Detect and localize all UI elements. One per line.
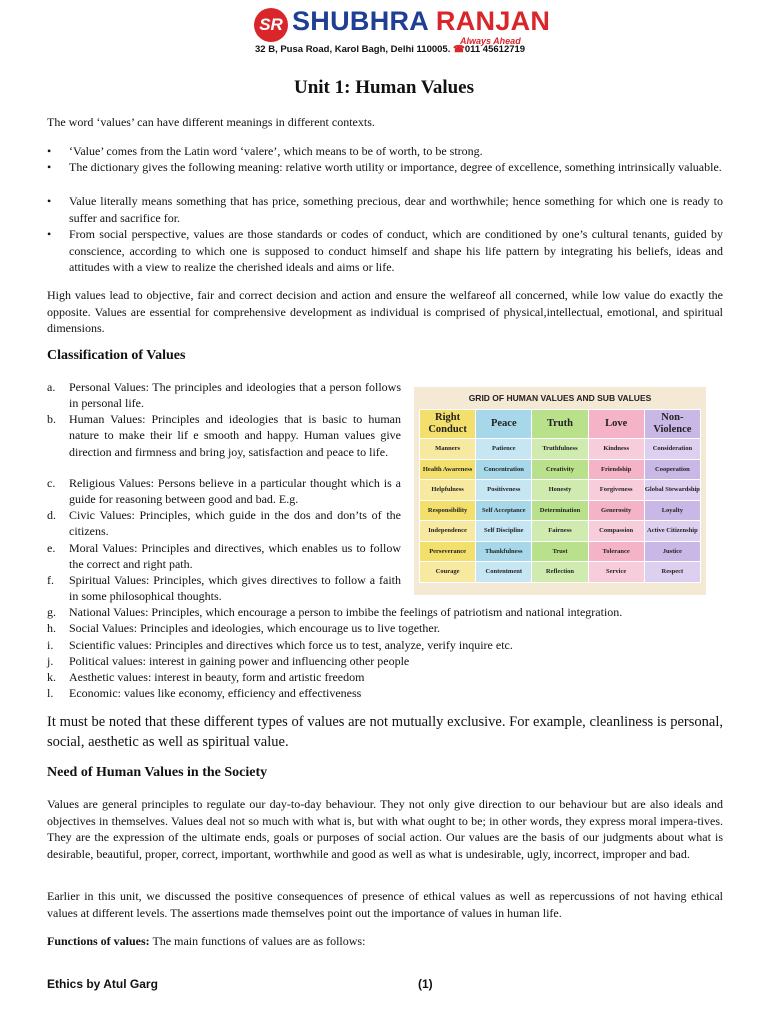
- bullet-item: • ‘Value’ comes from the Latin word ‘valere’, which means to be of worth, to be strong.: [47, 144, 483, 158]
- grid-cell: Kindness: [588, 439, 644, 460]
- need-heading: Need of Human Values in the Society: [47, 765, 268, 780]
- page-number: (1): [418, 977, 433, 991]
- logo-icon: SR: [254, 8, 288, 42]
- brand-name: [292, 6, 550, 37]
- grid-cell: Global Stewardship: [644, 480, 700, 501]
- values-grid-table: [419, 409, 701, 583]
- grid-cell: Thankfulness: [476, 541, 532, 562]
- grid-header: Peace: [476, 410, 532, 439]
- values-paragraph: High values lead to objective, fair and correct decision and action and ensure the welfareof all concerned, while low value do exactly the opposite. Values are essential for comprehensive development as individual is comprised of physical,intellectual, emotional, and spiritual dimensions.: [47, 288, 723, 335]
- list-item: j. Political values: interest in gaining power and influencing other people: [47, 654, 410, 668]
- grid-cell: Generosity: [588, 500, 644, 521]
- address-line: [255, 44, 525, 55]
- grid-cell: Determination: [532, 500, 588, 521]
- grid-cell: Reflection: [532, 562, 588, 583]
- bullet-icon: •: [47, 194, 52, 208]
- grid-cell: Health Awareness: [420, 459, 476, 480]
- list-item: l. Economic: values like economy, efficiency and effectiveness: [47, 686, 362, 700]
- grid-cell: Truthfulness: [532, 439, 588, 460]
- bullet-item: • The dictionary gives the following meaning: relative worth utility or importance, degree of excellence, something intrinsically valuable.: [47, 160, 722, 174]
- list-item: b. Human Values: Principles and ideologies that is basic to human nature to make their lif e smooth and happy. Human values give direction and firmness and bring joy, satisfaction and peace to life.: [47, 412, 401, 459]
- grid-cell: Consideration: [644, 439, 700, 460]
- grid-cell: Contentment: [476, 562, 532, 583]
- grid-cell: Fairness: [532, 521, 588, 542]
- values-grid-figure: [414, 387, 706, 595]
- functions-label: Functions of values:: [47, 934, 150, 948]
- grid-cell: Courage: [420, 562, 476, 583]
- list-item: d. Civic Values: Principles, which guide in the dos and don’ts of the citizens.: [47, 508, 401, 539]
- grid-cell: Loyalty: [644, 500, 700, 521]
- list-item: i. Scientific values: Principles and directives which force us to test, analyze, verify inquire etc.: [47, 638, 513, 652]
- grid-cell: Manners: [420, 439, 476, 460]
- grid-cell: Concentration: [476, 459, 532, 480]
- phone-icon: ☎: [453, 44, 465, 55]
- grid-cell: Creativity: [532, 459, 588, 480]
- functions-text: The main functions of values are as follows:: [149, 934, 366, 948]
- address: 32 B, Pusa Road, Karol Bagh, Delhi 110005.: [255, 44, 451, 55]
- intro-paragraph: The word ‘values’ can have different meanings in different contexts.: [47, 115, 375, 129]
- functions-line: [47, 933, 723, 950]
- tagline: Always Ahead: [460, 36, 521, 46]
- list-item: a. Personal Values: The principles and ideologies that a person follows in personal life.: [47, 380, 401, 411]
- list-item: k. Aesthetic values: interest in beauty, form and artistic freedom: [47, 670, 365, 684]
- grid-cell: Compassion: [588, 521, 644, 542]
- grid-cell: Active Citizenship: [644, 521, 700, 542]
- bullet-item: • From social perspective, values are those standards or codes of conduct, which are conditioned by one’s cultural tenants, guided by conscience, according to which one is supposed to conduct himself and shape his life pattern by integrating his beliefs, ideas and attitudes with a view to realize the cherished ideals and aims or life.: [47, 227, 723, 274]
- grid-header: Truth: [532, 410, 588, 439]
- grid-cell: Self Acceptance: [476, 500, 532, 521]
- phone-number: 011 45612719: [464, 44, 526, 55]
- grid-cell: Trust: [532, 541, 588, 562]
- list-item: c. Religious Values: Persons believe in a particular thought which is a guide for reasoning between good and bad. E.g.: [47, 476, 401, 507]
- grid-cell: Honesty: [532, 480, 588, 501]
- grid-cell: Tolerance: [588, 541, 644, 562]
- grid-cell: Patience: [476, 439, 532, 460]
- grid-cell: Cooperation: [644, 459, 700, 480]
- list-item: f. Spiritual Values: Principles, which gives directives to follow a faith in some philosophical thoughts.: [47, 573, 401, 604]
- grid-header: Non-Violence: [644, 410, 700, 439]
- bullet-icon: •: [47, 227, 52, 241]
- brand-second: RANJAN: [435, 6, 551, 36]
- grid-cell: Respect: [644, 562, 700, 583]
- classification-heading: Classification of Values: [47, 348, 186, 363]
- grid-cell: Service: [588, 562, 644, 583]
- note-paragraph: It must be noted that these different types of values are not mutually exclusive. For example, cleanliness is personal, social, aesthetic as well as spiritual value.: [47, 714, 723, 750]
- bullet-item: • Value literally means something that has price, something precious, dear and worthwhile; hence something for which one is ready to suffer and sacrifice for.: [47, 194, 723, 225]
- footer-author: Ethics by Atul Garg: [47, 977, 158, 991]
- brand-first: SHUBHRA: [292, 6, 429, 36]
- page-title: Unit 1: Human Values: [293, 77, 475, 98]
- grid-cell: Perseverance: [420, 541, 476, 562]
- grid-cell: Self Discipline: [476, 521, 532, 542]
- grid-cell: Forgiveness: [588, 480, 644, 501]
- grid-cell: Justice: [644, 541, 700, 562]
- grid-header: Love: [588, 410, 644, 439]
- list-item: e. Moral Values: Principles and directives, which enables us to follow the correct and right path.: [47, 541, 401, 572]
- list-item: h. Social Values: Principles and ideologies, which encourage us to live together.: [47, 621, 441, 635]
- bullet-icon: •: [47, 160, 52, 174]
- list-item: g. National Values: Principles, which encourage a person to imbibe the feelings of patriotism and national integration.: [47, 605, 623, 619]
- grid-title: GRID OF HUMAN VALUES AND SUB VALUES: [468, 393, 652, 403]
- need-paragraph-2: Earlier in this unit, we discussed the positive consequences of presence of ethical values as well as repercussions of not having ethical values at different levels. The assertions made themselves point out the importance of values in human life.: [47, 889, 723, 920]
- grid-cell: Friendship: [588, 459, 644, 480]
- grid-header: Right Conduct: [420, 410, 476, 439]
- grid-cell: Helpfulness: [420, 480, 476, 501]
- bullet-icon: •: [47, 144, 52, 158]
- grid-cell: Positiveness: [476, 480, 532, 501]
- need-paragraph-1: Values are general principles to regulate our day-to-day behaviour. They not only give direction to our behaviour but are also ideals and objectives in themselves. Values deal not so much with what is, but with what ought to be; in other words, they express moral impera-tives. They are the expression of the ultimate ends, goals or purposes of social action. Our values are the basis of our judgments about what is desirable, beautiful, proper, correct, important, worthwhile and good as well as what is undesirable, ugly, incorrect, improper and bad.: [47, 797, 723, 861]
- grid-cell: Independence: [420, 521, 476, 542]
- grid-cell: Responsibility: [420, 500, 476, 521]
